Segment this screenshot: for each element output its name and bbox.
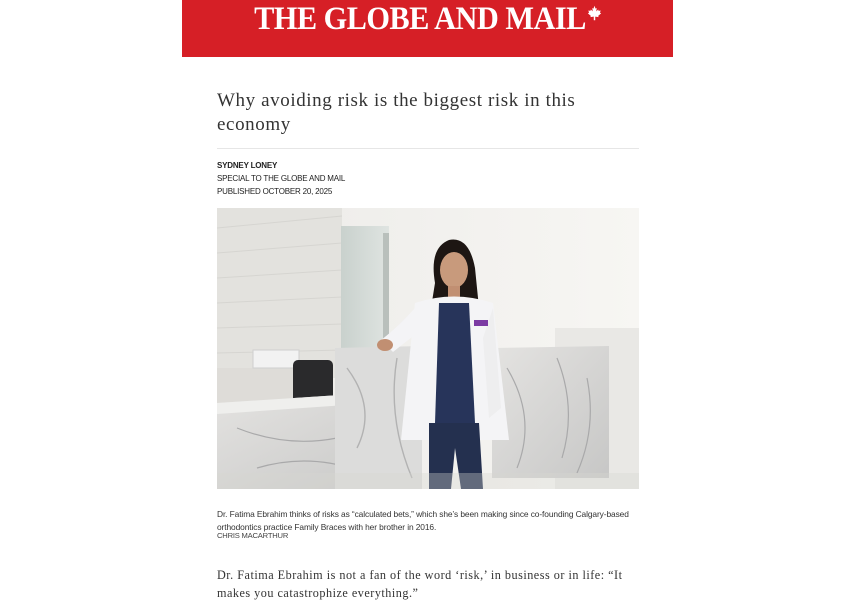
article-photo[interactable] (217, 208, 639, 489)
photo-caption: Dr. Fatima Ebrahim thinks of risks as “calculated bets,” which she’s been making since co-founding Calgary-based orthodontics practice Family Braces with her brother in 2016. (217, 509, 629, 533)
masthead[interactable] (182, 0, 673, 57)
maple-leaf-icon (586, 5, 601, 21)
headline-divider (217, 148, 639, 149)
photo-credit: CHRIS MACARTHUR (217, 531, 289, 540)
article-headline: Why avoiding risk is the biggest risk in this economy (217, 90, 576, 135)
author-affiliation: SPECIAL TO THE GLOBE AND MAIL (217, 174, 346, 183)
photo-illustration (217, 208, 639, 489)
author-name[interactable]: SYDNEY LONEY (217, 161, 278, 170)
published-date: PUBLISHED OCTOBER 20, 2025 (217, 187, 333, 196)
masthead-logo[interactable] (254, 3, 601, 36)
masthead-title: THE GLOBE AND MAIL (253, 1, 586, 37)
article-body-paragraph: Dr. Fatima Ebrahim is not a fan of the word ‘risk,’ in business or in life: “It makes you catastrophize everything.” (217, 568, 623, 601)
byline (217, 159, 345, 198)
